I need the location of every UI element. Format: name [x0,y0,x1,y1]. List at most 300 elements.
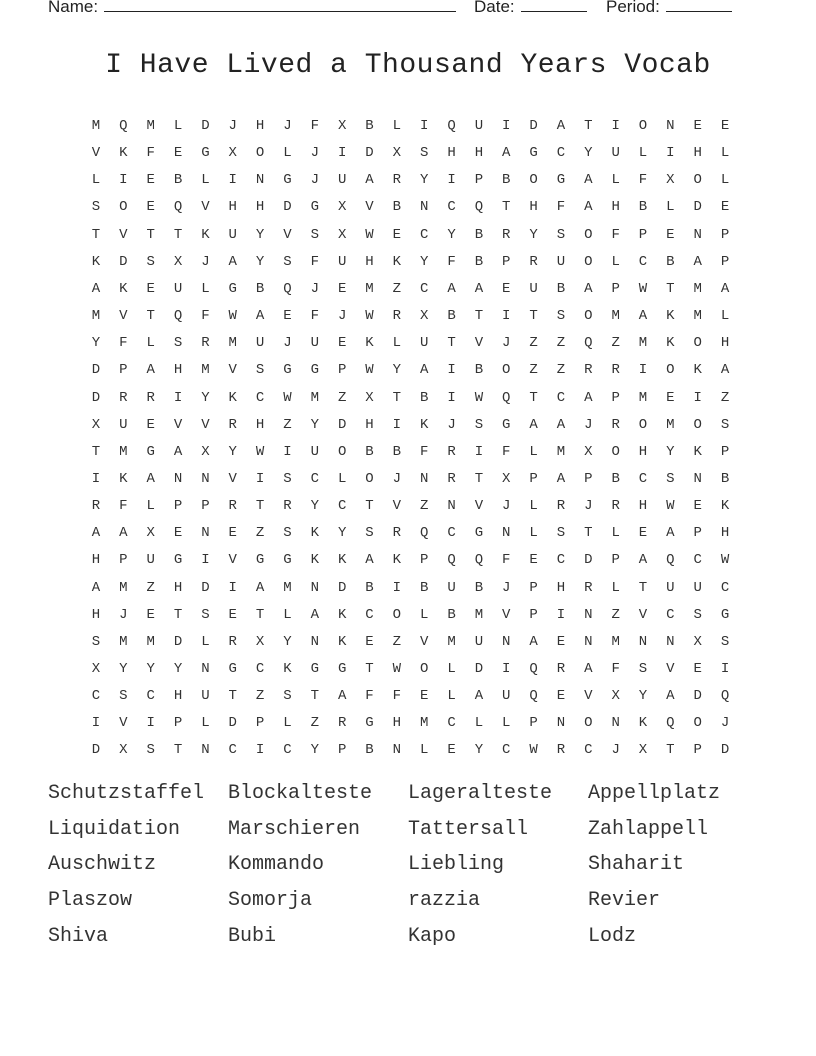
grid-letter: E [146,199,155,216]
grid-letter: G [556,172,566,189]
grid-letter: W [720,552,730,569]
grid-letter: I [173,389,183,406]
grid-letter: L [720,145,730,162]
grid-letter: Y [474,742,484,759]
grid-letter: Y [419,172,429,189]
grid-letter: B [611,470,620,487]
grid-letter: P [611,280,620,297]
grid-letter: U [666,579,675,596]
grid-letter: V [228,552,237,569]
grid-letter: K [638,715,648,732]
grid-letter: E [173,525,183,542]
grid-letter: I [693,389,702,406]
grid-letter: G [228,280,237,297]
grid-letter: I [255,470,265,487]
grid-letter: O [529,172,538,189]
grid-letter: M [693,280,702,297]
grid-letter: B [474,362,484,379]
grid-letter: I [201,552,210,569]
grid-letter: J [502,498,511,515]
grid-letter: O [584,253,593,270]
grid-letter: Z [529,335,538,352]
grid-letter: N [310,633,319,650]
grid-letter: Q [419,525,429,542]
grid-letter: Y [310,742,319,759]
grid-letter: S [91,633,101,650]
grid-letter: Z [529,362,538,379]
grid-letter: A [146,362,155,379]
grid-letter: Q [447,552,456,569]
grid-letter: P [638,226,648,243]
grid-letter: Y [310,416,319,433]
grid-letter: O [392,606,402,623]
grid-letter: X [337,118,347,134]
grid-letter: D [365,145,374,162]
grid-letter: K [310,525,319,542]
grid-letter: Q [502,389,511,406]
grid-letter: B [474,253,484,270]
grid-letter: Z [611,606,620,623]
grid-letter: A [502,145,511,162]
grid-letter: B [173,172,183,189]
grid-letter: D [91,389,101,406]
grid-letter: L [474,715,484,732]
grid-letter: G [502,416,511,433]
grid-letter: V [474,498,484,515]
grid-letter: J [502,335,511,352]
grid-letter: T [255,606,265,623]
grid-letter: Y [201,389,210,406]
grid-letter: N [556,715,566,732]
grid-letter: A [337,688,347,705]
grid-letter: L [201,280,210,297]
grid-letter: F [310,118,319,134]
grid-letter: M [146,633,155,650]
word-bank-item: Liquidation [48,817,181,841]
grid-letter: Y [255,226,265,243]
grid-letter: A [720,362,730,379]
grid-letter: S [255,362,265,379]
grid-letter: E [447,742,456,759]
grid-letter: L [529,443,538,460]
grid-letter: K [693,443,702,460]
grid-letter: V [228,470,237,487]
grid-letter: D [201,579,210,596]
grid-letter: H [228,199,237,216]
grid-letter: I [720,661,730,677]
grid-letter: A [693,253,702,270]
grid-letter: R [392,525,402,542]
grid-letter: N [419,470,429,487]
grid-letter: I [502,661,511,677]
grid-letter: N [638,633,648,650]
grid-letter: F [638,172,648,189]
grid-letter: H [720,335,730,352]
grid-letter: C [447,199,456,216]
grid-letter: P [502,253,511,270]
grid-letter: A [365,552,374,569]
grid-letter: X [228,145,237,162]
grid-letter: A [638,308,648,325]
grid-letter: F [310,253,319,270]
grid-letter: A [91,280,101,297]
grid-letter: C [255,389,265,406]
grid-letter: E [228,525,237,542]
grid-letter: K [666,308,675,325]
grid-letter: D [119,253,128,270]
grid-letter: I [228,172,237,189]
date-label: Date: [474,0,515,16]
grid-letter: B [666,253,675,270]
grid-letter: Z [283,416,292,433]
grid-letter: T [502,199,511,216]
grid-letter: A [666,525,675,542]
grid-letter: K [310,552,319,569]
grid-letter: G [255,552,265,569]
grid-letter: P [201,498,210,515]
grid-letter: K [392,552,402,569]
grid-letter: L [419,606,429,623]
grid-letter: T [447,335,456,352]
grid-letter: K [119,280,128,297]
grid-letter: G [228,661,237,677]
grid-letter: E [146,606,155,623]
grid-letter: O [611,443,620,460]
grid-letter: B [556,280,566,297]
grid-letter: K [201,226,210,243]
grid-letter: G [337,661,347,677]
grid-letter: G [474,525,484,542]
grid-letter: E [228,606,237,623]
grid-letter: M [91,308,101,325]
grid-letter: R [447,470,456,487]
grid-letter: N [392,742,402,759]
grid-letter: Y [91,335,101,352]
grid-letter: C [502,742,511,759]
grid-letter: M [119,579,128,596]
grid-letter: C [91,688,101,705]
grid-letter: I [447,172,456,189]
grid-letter: A [365,172,374,189]
grid-letter: W [638,280,648,297]
grid-letter: V [173,416,183,433]
grid-letter: I [638,362,648,379]
grid-letter: L [720,308,730,325]
grid-letter: B [365,742,374,759]
grid-letter: T [474,470,484,487]
grid-letter: C [556,552,566,569]
grid-letter: W [283,389,292,406]
grid-letter: H [91,552,101,569]
grid-letter: E [693,118,702,134]
grid-letter: D [474,661,484,677]
grid-letter: C [666,606,675,623]
grid-letter: V [666,661,675,677]
grid-letter: K [392,253,402,270]
grid-letter: O [693,335,702,352]
grid-letter: Y [419,253,429,270]
grid-letter: Y [666,443,675,460]
grid-letter: M [638,389,648,406]
grid-letter: N [201,742,210,759]
grid-letter: F [556,199,566,216]
grid-letter: X [255,633,265,650]
grid-letter: E [693,498,702,515]
grid-letter: K [337,552,347,569]
grid-letter: S [119,688,128,705]
grid-letter: A [474,280,484,297]
grid-letter: L [447,688,456,705]
grid-letter: T [146,226,155,243]
grid-letter: F [365,688,374,705]
grid-letter: C [638,470,648,487]
grid-letter: C [584,742,593,759]
grid-letter: A [666,688,675,705]
grid-letter: W [228,308,237,325]
grid-letter: U [310,443,319,460]
grid-letter: O [666,362,675,379]
grid-letter: U [502,688,511,705]
grid-letter: I [447,362,456,379]
grid-letter: N [201,470,210,487]
grid-letter: U [119,416,128,433]
grid-letter: O [693,715,702,732]
grid-letter: X [91,661,101,677]
grid-letter: P [255,715,265,732]
grid-letter: L [611,579,620,596]
grid-letter: N [201,525,210,542]
grid-letter: K [337,606,347,623]
grid-letter: X [502,470,511,487]
grid-letter: R [556,661,566,677]
grid-letter: H [365,416,374,433]
grid-letter: N [502,633,511,650]
grid-letter: X [119,742,128,759]
grid-letter: I [91,715,101,732]
grid-letter: I [119,172,128,189]
grid-letter: O [638,118,648,134]
grid-letter: N [502,525,511,542]
grid-letter: E [173,145,183,162]
grid-letter: R [228,416,237,433]
grid-letter: B [474,226,484,243]
grid-letter: M [91,118,101,134]
grid-letter: I [474,443,484,460]
grid-letter: L [283,606,292,623]
grid-letter: S [146,253,155,270]
word-bank-item: Lageralteste [408,782,553,805]
grid-letter: N [584,633,593,650]
grid-letter: G [201,145,210,162]
grid-letter: Q [474,552,484,569]
grid-letter: L [283,715,292,732]
grid-letter: S [556,308,566,325]
grid-letter: A [119,525,128,542]
grid-letter: O [693,172,702,189]
grid-letter: T [228,688,237,705]
grid-letter: L [529,498,538,515]
grid-letter: L [91,172,101,189]
grid-letter: V [119,308,128,325]
word-bank-item: Kommando [228,853,325,877]
grid-letter: Z [392,280,402,297]
grid-letter: P [529,470,538,487]
grid-letter: P [693,742,702,759]
grid-letter: Q [173,308,183,325]
grid-letter: I [91,470,101,487]
word-bank-item: Revier [588,889,661,913]
grid-letter: H [91,606,101,623]
grid-letter: F [447,253,456,270]
grid-letter: J [720,715,730,732]
grid-letter: Q [529,661,538,677]
grid-letter: B [638,199,648,216]
grid-letter: Y [255,253,265,270]
grid-letter: P [720,253,730,270]
grid-letter: Z [556,362,566,379]
grid-letter: T [392,389,402,406]
grid-letter: J [310,280,319,297]
grid-letter: Z [720,389,730,406]
word-bank-item: Somorja [228,889,313,913]
grid-letter: S [283,470,292,487]
grid-letter: D [693,688,702,705]
grid-letter: D [228,715,237,732]
grid-letter: S [283,688,292,705]
grid-letter: E [392,226,402,243]
grid-letter: F [392,688,402,705]
grid-letter: R [556,498,566,515]
grid-letter: J [502,579,511,596]
grid-letter: X [337,226,347,243]
grid-letter: K [283,661,292,677]
grid-letter: K [228,389,237,406]
grid-letter: G [283,362,292,379]
grid-letter: T [146,308,155,325]
grid-letter: W [365,226,374,243]
grid-letter: F [611,226,620,243]
grid-letter: U [337,253,347,270]
word-bank-item: Appellplatz [588,782,721,805]
grid-letter: I [666,145,675,162]
grid-letter: S [283,525,292,542]
grid-letter: E [419,688,429,705]
grid-letter: T [173,226,183,243]
grid-letter: Q [119,118,128,134]
grid-letter: A [91,525,101,542]
grid-letter: V [201,416,210,433]
grid-letter: T [584,118,593,134]
grid-letter: O [119,199,128,216]
grid-letter: V [392,498,402,515]
grid-letter: O [638,416,648,433]
grid-letter: N [693,470,702,487]
grid-letter: B [255,280,265,297]
grid-letter: A [556,416,566,433]
grid-letter: W [392,661,402,677]
grid-letter: V [228,362,237,379]
grid-letter: Y [146,661,155,677]
grid-letter: L [201,715,210,732]
grid-letter: R [392,308,402,325]
grid-letter: D [283,199,292,216]
grid-letter: U [419,335,429,352]
grid-letter: S [365,525,374,542]
grid-letter: N [173,470,183,487]
grid-letter: P [529,606,538,623]
grid-letter: F [502,552,511,569]
grid-letter: A [556,118,566,134]
grid-letter: M [201,362,210,379]
grid-letter: O [584,226,593,243]
grid-letter: X [173,253,183,270]
grid-letter: M [611,308,620,325]
grid-letter: U [173,280,183,297]
grid-letter: J [310,145,319,162]
grid-letter: S [474,416,484,433]
grid-letter: I [447,389,456,406]
grid-letter: P [173,715,183,732]
grid-letter: H [255,118,265,134]
grid-letter: P [474,172,484,189]
grid-letter: W [666,498,675,515]
grid-letter: D [91,362,101,379]
grid-letter: E [556,688,566,705]
grid-letter: B [365,118,374,134]
grid-letter: X [638,742,648,759]
grid-letter: K [119,470,128,487]
grid-letter: W [255,443,265,460]
grid-letter: I [228,579,237,596]
grid-letter: B [474,579,484,596]
grid-letter: T [666,280,675,297]
grid-letter: S [720,416,730,433]
grid-letter: O [584,308,593,325]
grid-letter: F [611,661,620,677]
grid-letter: T [529,389,538,406]
grid-letter: H [529,199,538,216]
grid-letter: X [337,199,347,216]
grid-letter: J [584,416,593,433]
grid-letter: G [283,172,292,189]
grid-letter: U [529,280,538,297]
grid-letter: O [502,362,511,379]
grid-letter: A [584,389,593,406]
grid-letter: L [502,715,511,732]
grid-letter: C [365,606,374,623]
grid-letter: G [529,145,538,162]
grid-letter: S [419,145,429,162]
grid-letter: B [365,443,374,460]
grid-letter: H [365,253,374,270]
grid-letter: N [666,633,675,650]
grid-letter: K [720,498,730,515]
grid-letter: H [556,579,566,596]
grid-letter: A [720,280,730,297]
grid-letter: Y [283,633,292,650]
grid-letter: P [529,715,538,732]
grid-letter: Y [529,226,538,243]
grid-letter: U [556,253,566,270]
grid-letter: R [611,498,620,515]
grid-letter: D [337,416,347,433]
grid-letter: P [337,362,347,379]
grid-letter: L [392,335,402,352]
grid-letter: L [201,172,210,189]
grid-letter: K [666,335,675,352]
grid-letter: L [611,525,620,542]
grid-letter: Y [228,443,237,460]
